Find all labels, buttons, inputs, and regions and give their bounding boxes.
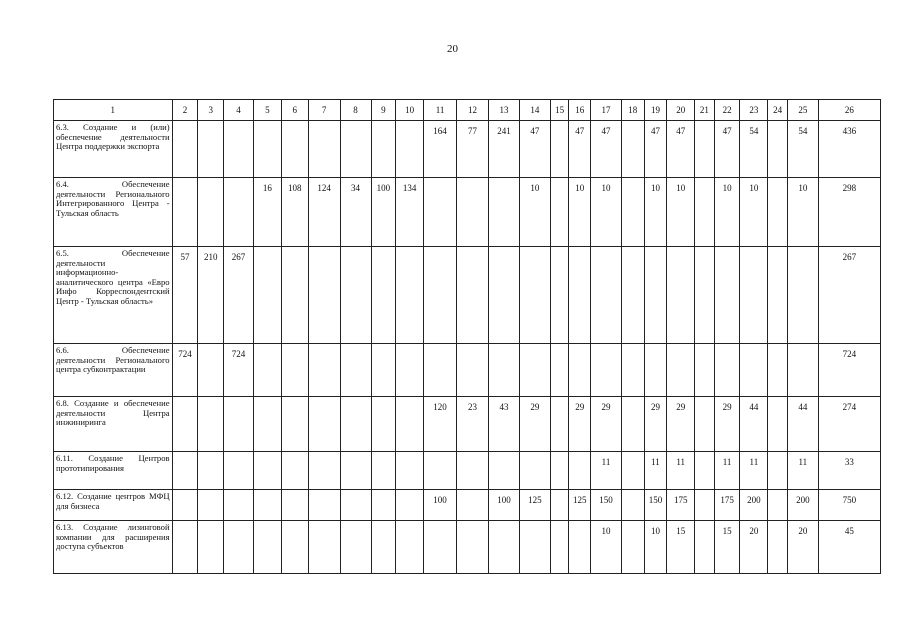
value-cell [695,344,715,397]
value-cell [224,521,254,574]
table-row [54,490,881,521]
value-cell [768,490,788,521]
value-cell [396,521,424,574]
value-cell [621,397,644,452]
value-cell [621,521,644,574]
value-cell: 150 [591,490,622,521]
value-cell [371,121,396,178]
value-cell: 47 [569,121,591,178]
value-cell: 200 [740,490,768,521]
value-cell [424,178,457,247]
value-cell [714,247,740,344]
value-cell [198,521,224,574]
value-cell [519,344,550,397]
value-cell [396,452,424,490]
header-cell: 19 [644,100,667,121]
table-row [54,121,881,178]
value-cell [489,521,520,574]
value-cell: 57 [172,247,198,344]
value-cell: 43 [489,397,520,452]
value-cell: 34 [340,178,371,247]
value-cell [550,452,569,490]
value-cell [550,121,569,178]
value-cell [457,178,489,247]
value-cell [695,178,715,247]
value-cell [396,344,424,397]
value-cell [198,452,224,490]
value-cell [308,452,340,490]
value-cell: 11 [740,452,768,490]
value-cell [198,121,224,178]
value-cell [550,247,569,344]
value-cell [224,121,254,178]
header-cell: 9 [371,100,396,121]
value-cell: 10 [644,178,667,247]
value-cell: 11 [787,452,818,490]
value-cell: 108 [281,178,308,247]
value-cell [281,490,308,521]
value-cell: 11 [591,452,622,490]
value-cell [371,490,396,521]
value-cell [457,247,489,344]
value-cell: 100 [371,178,396,247]
value-cell: 29 [644,397,667,452]
value-cell: 29 [519,397,550,452]
value-cell: 47 [667,121,695,178]
value-cell: 267 [224,247,254,344]
header-cell: 16 [569,100,591,121]
value-cell [644,247,667,344]
value-cell [281,452,308,490]
value-cell [254,490,282,521]
value-cell [198,397,224,452]
value-cell: 54 [787,121,818,178]
table-row [54,247,881,344]
value-cell [591,344,622,397]
value-cell: 164 [424,121,457,178]
value-cell [254,344,282,397]
value-cell [198,178,224,247]
header-cell: 4 [224,100,254,121]
value-cell [695,490,715,521]
value-cell [621,452,644,490]
value-cell: 134 [396,178,424,247]
value-cell [591,247,622,344]
value-cell: 724 [224,344,254,397]
value-cell: 124 [308,178,340,247]
value-cell: 125 [569,490,591,521]
value-cell [308,344,340,397]
header-cell: 3 [198,100,224,121]
value-cell [308,397,340,452]
value-cell: 100 [489,490,520,521]
table-row [54,452,881,490]
value-cell [489,344,520,397]
value-cell [340,452,371,490]
value-cell: 10 [714,178,740,247]
header-cell: 25 [787,100,818,121]
value-cell [340,344,371,397]
value-cell [569,247,591,344]
value-cell [489,452,520,490]
row-label: 6.6. Обеспечение деятельности Регионального центра субконтрактации [54,344,173,397]
value-cell [621,121,644,178]
value-cell [198,344,224,397]
value-cell [457,521,489,574]
value-cell: 44 [740,397,768,452]
table-row [54,521,881,574]
value-cell: 20 [787,521,818,574]
value-cell: 20 [740,521,768,574]
value-cell [340,397,371,452]
value-cell [371,344,396,397]
value-cell [340,247,371,344]
value-cell: 241 [489,121,520,178]
value-cell: 11 [714,452,740,490]
row-label: 6.8. Создание и обеспечение деятельности Центра инжиниринга [54,397,173,452]
page-number: 20 [447,43,458,55]
value-cell: 47 [714,121,740,178]
header-cell: 22 [714,100,740,121]
header-cell: 7 [308,100,340,121]
value-cell: 47 [519,121,550,178]
value-cell [254,247,282,344]
value-cell: 120 [424,397,457,452]
header-cell: 24 [768,100,788,121]
value-cell: 10 [667,178,695,247]
value-cell: 750 [818,490,880,521]
value-cell: 11 [644,452,667,490]
value-cell: 267 [818,247,880,344]
value-cell [254,452,282,490]
value-cell: 23 [457,397,489,452]
value-cell [281,121,308,178]
value-cell [281,397,308,452]
value-cell [340,121,371,178]
value-cell [695,521,715,574]
header-cell: 8 [340,100,371,121]
value-cell [396,490,424,521]
value-cell [224,452,254,490]
value-cell [424,452,457,490]
value-cell [308,521,340,574]
header-cell: 18 [621,100,644,121]
value-cell: 15 [714,521,740,574]
value-cell [254,521,282,574]
header-cell: 10 [396,100,424,121]
value-cell [424,344,457,397]
value-cell [550,344,569,397]
value-cell [457,490,489,521]
value-cell [550,397,569,452]
value-cell [224,490,254,521]
value-cell [172,521,198,574]
value-cell [768,247,788,344]
header-row [54,100,881,121]
value-cell [740,344,768,397]
header-cell: 5 [254,100,282,121]
value-cell: 10 [519,178,550,247]
value-cell [254,121,282,178]
value-cell [308,121,340,178]
value-cell [695,247,715,344]
value-cell [457,344,489,397]
row-label: 6.5. Обеспечение деятельности информационно-аналитического центра «Евро Инфо Корреспондентский Центр - Тульская область» [54,247,173,344]
value-cell [457,452,489,490]
value-cell: 54 [740,121,768,178]
value-cell: 47 [644,121,667,178]
value-cell [550,178,569,247]
row-label: 6.12. Создание центров МФЦ для бизнеса [54,490,173,521]
value-cell [621,344,644,397]
value-cell: 10 [644,521,667,574]
value-cell [519,521,550,574]
value-cell [424,247,457,344]
value-cell [695,121,715,178]
header-cell: 21 [695,100,715,121]
value-cell [254,397,282,452]
value-cell [768,521,788,574]
value-cell: 274 [818,397,880,452]
header-cell: 6 [281,100,308,121]
value-cell: 15 [667,521,695,574]
value-cell [308,490,340,521]
value-cell: 10 [569,178,591,247]
value-cell: 29 [714,397,740,452]
value-cell [569,452,591,490]
value-cell: 10 [787,178,818,247]
value-cell [768,452,788,490]
value-cell [667,247,695,344]
value-cell [569,521,591,574]
value-cell: 200 [787,490,818,521]
value-cell: 724 [172,344,198,397]
value-cell [371,247,396,344]
header-cell: 26 [818,100,880,121]
header-cell: 11 [424,100,457,121]
value-cell: 45 [818,521,880,574]
value-cell [281,521,308,574]
value-cell [489,178,520,247]
header-cell: 17 [591,100,622,121]
value-cell: 77 [457,121,489,178]
value-cell [308,247,340,344]
value-cell [740,247,768,344]
value-cell: 210 [198,247,224,344]
value-cell [667,344,695,397]
header-cell: 2 [172,100,198,121]
value-cell [172,121,198,178]
value-cell: 175 [714,490,740,521]
value-cell [519,452,550,490]
value-cell: 436 [818,121,880,178]
value-cell: 10 [591,178,622,247]
value-cell: 298 [818,178,880,247]
value-cell: 47 [591,121,622,178]
table-row [54,344,881,397]
value-cell [371,521,396,574]
value-cell [172,490,198,521]
header-cell: 1 [54,100,173,121]
value-cell [621,490,644,521]
financing-table [53,99,881,574]
header-cell: 12 [457,100,489,121]
value-cell [569,344,591,397]
value-cell: 125 [519,490,550,521]
value-cell [489,247,520,344]
value-cell [644,344,667,397]
value-cell: 10 [591,521,622,574]
value-cell [787,247,818,344]
value-cell: 11 [667,452,695,490]
value-cell [695,397,715,452]
value-cell [621,247,644,344]
value-cell: 175 [667,490,695,521]
value-cell [550,521,569,574]
value-cell: 10 [740,178,768,247]
row-label: 6.11. Создание Центров прототипирования [54,452,173,490]
value-cell: 16 [254,178,282,247]
value-cell: 724 [818,344,880,397]
value-cell [198,490,224,521]
row-label: 6.3. Создание и (или) обеспечение деятельности Центра поддержки экспорта [54,121,173,178]
value-cell [172,178,198,247]
value-cell [424,521,457,574]
value-cell [787,344,818,397]
header-cell: 15 [550,100,569,121]
value-cell [550,490,569,521]
value-cell [768,121,788,178]
value-cell [396,247,424,344]
value-cell: 100 [424,490,457,521]
value-cell [768,344,788,397]
value-cell [714,344,740,397]
value-cell [172,452,198,490]
value-cell [768,178,788,247]
value-cell [224,178,254,247]
row-label: 6.13. Создание лизинговой компании для расширения доступа субъектов [54,521,173,574]
header-cell: 20 [667,100,695,121]
header-cell: 14 [519,100,550,121]
value-cell [371,452,396,490]
value-cell [519,247,550,344]
value-cell: 44 [787,397,818,452]
value-cell [371,397,396,452]
value-cell [281,344,308,397]
header-cell: 13 [489,100,520,121]
header-cell: 23 [740,100,768,121]
value-cell [340,490,371,521]
value-cell [768,397,788,452]
value-cell [695,452,715,490]
value-cell [340,521,371,574]
value-cell: 150 [644,490,667,521]
row-label: 6.4. Обеспечение деятельности Регионального Интегрированного Центра - Тульская область [54,178,173,247]
table-row [54,178,881,247]
value-cell [172,397,198,452]
value-cell [396,121,424,178]
value-cell [224,397,254,452]
value-cell: 29 [667,397,695,452]
value-cell: 29 [591,397,622,452]
value-cell [621,178,644,247]
value-cell: 33 [818,452,880,490]
value-cell [396,397,424,452]
value-cell: 29 [569,397,591,452]
value-cell [281,247,308,344]
table-row [54,397,881,452]
